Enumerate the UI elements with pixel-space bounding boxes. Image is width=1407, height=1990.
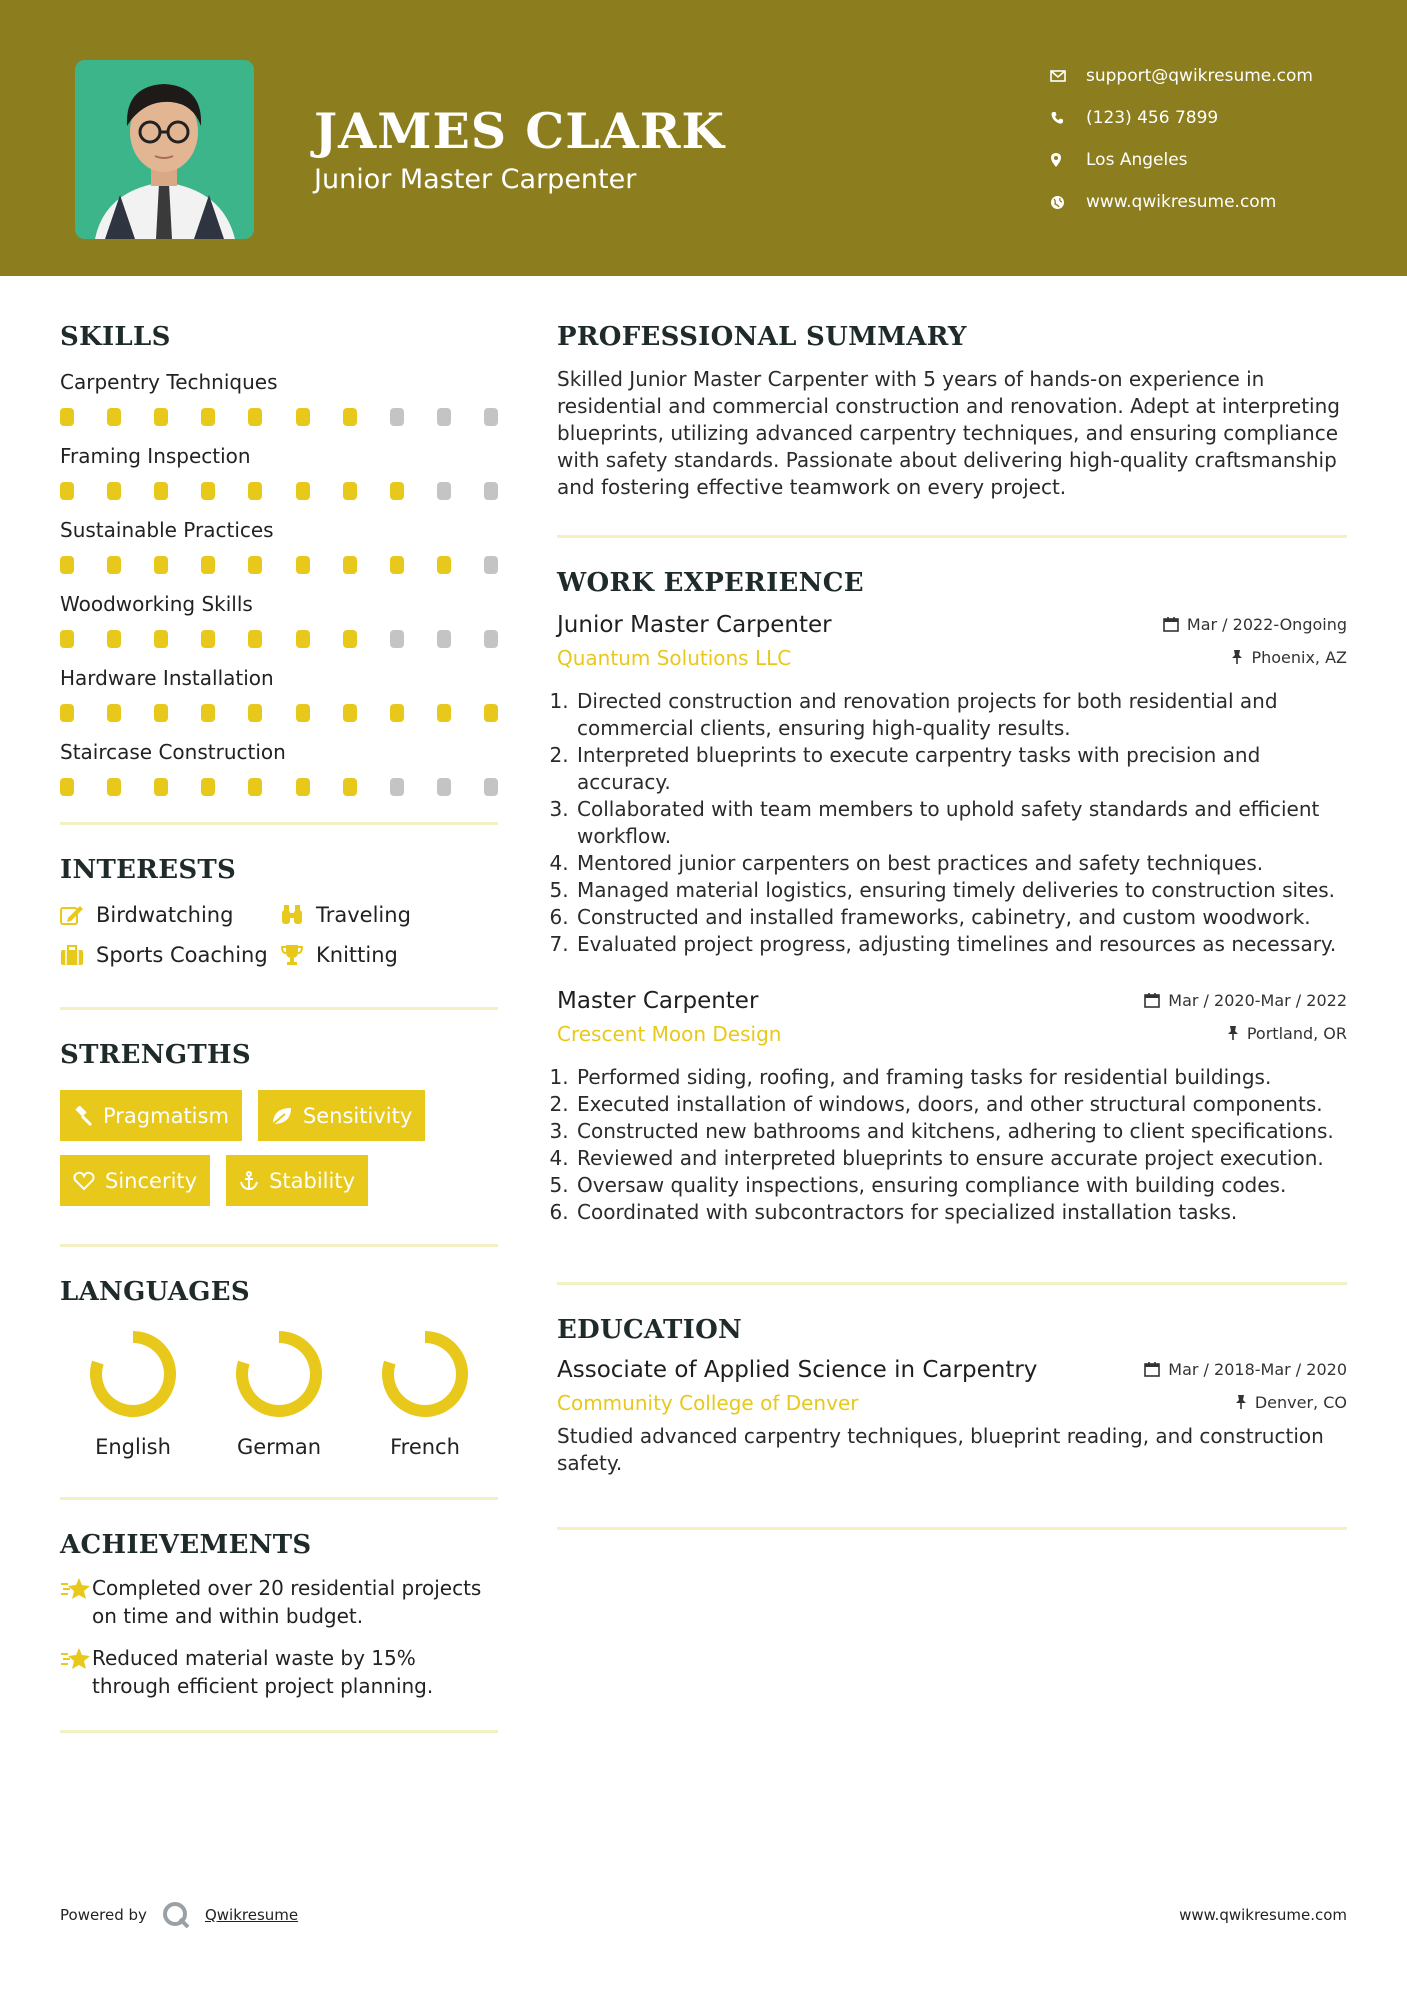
rating-dot-filled — [248, 482, 262, 500]
skill-name: Hardware Installation — [60, 666, 274, 690]
divider — [60, 1730, 498, 1733]
rating-dot-filled — [248, 778, 262, 796]
rating-dot-empty — [484, 408, 498, 426]
contact-email[interactable]: support@qwikresume.com — [1050, 55, 1313, 97]
skills-list — [60, 368, 498, 812]
rating-dot-filled — [107, 482, 121, 500]
rating-dot-filled — [296, 556, 310, 574]
list-item: 3. Constructed new bathrooms and kitchens, adhering to client specifications. — [575, 1118, 1347, 1145]
rating-dot-filled — [60, 482, 74, 500]
list-item: 6. Coordinated with subcontractors for specialized installation tasks. — [575, 1199, 1347, 1226]
strengths-list — [60, 1090, 480, 1206]
rating-dot-empty — [437, 630, 451, 648]
footer-powered-by: Powered by Qwikresume — [60, 1900, 298, 1930]
interests-heading: INTERESTS — [60, 855, 237, 885]
pushpin-icon — [1231, 649, 1243, 665]
language-proficiency-ring — [380, 1329, 470, 1419]
rating-dot-empty — [390, 778, 404, 796]
rating-dot-filled — [201, 408, 215, 426]
rating-dot-filled — [201, 630, 215, 648]
left-column — [60, 322, 498, 1733]
rating-dot-filled — [60, 704, 74, 722]
summary-text: Skilled Junior Master Carpenter with 5 years of hands-on experience in residential and commercial construction and renovation. Adept at interpreting blueprints, utilizing advanced carpentry techniques, and ensuring compliance with safety standards. Passionate about delivering high-quality craftsmanship and fostering effective teamwork on every project. — [557, 367, 1340, 499]
contact-location: Los Angeles — [1050, 139, 1313, 181]
degree-title: Associate of Applied Science in Carpentry — [557, 1357, 1038, 1383]
achievement-text: Reduced material waste by 15% through efficient project planning. — [92, 1646, 434, 1698]
anchor-icon — [239, 1171, 259, 1191]
language-item — [60, 1329, 206, 1459]
rating-dot-empty — [390, 408, 404, 426]
header-banner — [0, 0, 1407, 276]
contact-website[interactable]: www.qwikresume.com — [1050, 181, 1313, 223]
rating-dot-empty — [484, 482, 498, 500]
rating-dot-filled — [201, 482, 215, 500]
education-location: Denver, CO — [1235, 1393, 1347, 1412]
languages-list — [60, 1329, 498, 1459]
globe-icon — [1050, 195, 1086, 210]
rating-dot-filled — [60, 556, 74, 574]
skill-name: Carpentry Techniques — [60, 370, 278, 394]
rating-dot-filled — [437, 704, 451, 722]
binoculars-icon — [280, 904, 316, 926]
phone-icon — [1050, 111, 1086, 125]
rating-dot-filled — [343, 630, 357, 648]
heart-icon — [73, 1171, 95, 1191]
achievement-item — [60, 1644, 498, 1700]
interest-item: Knitting — [280, 943, 480, 967]
rating-dot-filled — [248, 630, 262, 648]
interest-item: Sports Coaching — [60, 943, 280, 967]
strength-tag: Pragmatism — [60, 1090, 242, 1141]
divider — [60, 1497, 498, 1500]
job-responsibilities — [557, 688, 1347, 958]
rating-dot-filled — [343, 556, 357, 574]
rating-dot-filled — [248, 556, 262, 574]
job-title: Junior Master Carpenter — [557, 612, 832, 638]
strength-tag: Sensitivity — [258, 1090, 425, 1141]
rating-dot-filled — [201, 556, 215, 574]
list-item: 3. Collaborated with team members to uphold safety standards and efficient workflow. — [575, 796, 1347, 850]
rating-dot-filled — [343, 482, 357, 500]
map-pin-icon — [1050, 152, 1086, 168]
rating-dot-empty — [437, 482, 451, 500]
languages-heading: LANGUAGES — [60, 1277, 250, 1307]
envelope-icon — [1050, 70, 1086, 82]
skill-name: Staircase Construction — [60, 740, 286, 764]
rating-dot-empty — [437, 778, 451, 796]
skill-rating — [60, 766, 498, 812]
contact-block — [1050, 55, 1313, 223]
list-item: 5. Oversaw quality inspections, ensuring compliance with building codes. — [575, 1172, 1347, 1199]
strength-tag: Sincerity — [60, 1155, 210, 1206]
achievement-item — [60, 1574, 498, 1630]
rating-dot-filled — [60, 408, 74, 426]
list-item: 2. Interpreted blueprints to execute carpentry tasks with precision and accuracy. — [575, 742, 1347, 796]
skill-item — [60, 442, 498, 516]
rating-dot-filled — [296, 482, 310, 500]
qwikresume-logo-icon — [161, 1900, 191, 1930]
skill-item — [60, 664, 498, 738]
skill-item — [60, 516, 498, 590]
language-label: English — [95, 1435, 171, 1459]
achievements-heading: ACHIEVEMENTS — [60, 1530, 312, 1560]
summary-heading: PROFESSIONAL SUMMARY — [557, 322, 967, 352]
calendar-icon — [1144, 992, 1160, 1008]
rating-dot-filled — [296, 778, 310, 796]
education-entry — [557, 1357, 1347, 1477]
language-item — [206, 1329, 352, 1459]
rating-dot-filled — [201, 704, 215, 722]
rating-dot-filled — [60, 778, 74, 796]
rating-dot-filled — [390, 704, 404, 722]
rating-dot-empty — [390, 630, 404, 648]
shooting-star-icon — [60, 1574, 92, 1630]
rating-dot-empty — [484, 778, 498, 796]
rating-dot-filled — [390, 556, 404, 574]
school-name: Community College of Denver — [557, 1391, 859, 1415]
company-name: Crescent Moon Design — [557, 1022, 782, 1046]
rating-dot-filled — [107, 704, 121, 722]
education-description: Studied advanced carpentry techniques, blueprint reading, and construction safety. — [557, 1424, 1324, 1475]
skill-name: Sustainable Practices — [60, 518, 274, 542]
language-proficiency-ring — [234, 1329, 324, 1419]
contact-phone[interactable]: (123) 456 7899 — [1050, 97, 1313, 139]
shooting-star-icon — [60, 1644, 92, 1700]
candidate-name: JAMES CLARK — [314, 102, 726, 160]
job-dates: Mar / 2022-Ongoing — [1163, 615, 1347, 634]
trophy-icon — [280, 944, 316, 966]
company-name: Quantum Solutions LLC — [557, 646, 792, 670]
rating-dot-filled — [248, 408, 262, 426]
education-heading: EDUCATION — [557, 1315, 743, 1345]
rating-dot-filled — [296, 630, 310, 648]
rating-dot-filled — [248, 704, 262, 722]
rating-dot-empty — [437, 408, 451, 426]
education-dates: Mar / 2018-Mar / 2020 — [1144, 1360, 1347, 1379]
list-item: 4. Reviewed and interpreted blueprints to ensure accurate project execution. — [575, 1145, 1347, 1172]
list-item: 1. Performed siding, roofing, and framing tasks for residential buildings. — [575, 1064, 1347, 1091]
rating-dot-filled — [107, 630, 121, 648]
qwikresume-link[interactable]: Qwikresume — [204, 1906, 299, 1924]
rating-dot-filled — [154, 408, 168, 426]
briefcase-icon — [60, 944, 96, 966]
language-label: French — [390, 1435, 460, 1459]
pencil-icon — [60, 904, 96, 926]
job-title: Master Carpenter — [557, 988, 759, 1014]
skill-rating — [60, 618, 498, 664]
pushpin-icon — [1227, 1025, 1239, 1041]
rating-dot-filled — [107, 408, 121, 426]
job-location: Portland, OR — [1227, 1024, 1347, 1043]
divider — [60, 1244, 498, 1247]
list-item: 5. Managed material logistics, ensuring timely deliveries to construction sites. — [575, 877, 1347, 904]
profile-photo — [75, 60, 254, 239]
rating-dot-filled — [390, 482, 404, 500]
strengths-heading: STRENGTHS — [60, 1040, 251, 1070]
rating-dot-filled — [154, 630, 168, 648]
rating-dot-filled — [343, 778, 357, 796]
rating-dot-filled — [154, 704, 168, 722]
skill-item — [60, 738, 498, 812]
divider — [557, 1282, 1347, 1285]
divider — [557, 1527, 1347, 1530]
candidate-title: Junior Master Carpenter — [314, 164, 637, 195]
skill-rating — [60, 470, 498, 516]
skills-heading: SKILLS — [60, 322, 171, 352]
skill-name: Framing Inspection — [60, 444, 251, 468]
list-item: 1. Directed construction and renovation projects for both residential and commercial clients, ensuring high-quality results. — [575, 688, 1347, 742]
skill-rating — [60, 396, 498, 442]
rating-dot-filled — [296, 408, 310, 426]
right-column — [557, 322, 1347, 1530]
rating-dot-filled — [343, 408, 357, 426]
divider — [60, 1007, 498, 1010]
rating-dot-filled — [201, 778, 215, 796]
rating-dot-filled — [107, 556, 121, 574]
gavel-icon — [73, 1106, 93, 1126]
rating-dot-empty — [484, 630, 498, 648]
rating-dot-filled — [484, 704, 498, 722]
interest-item: Birdwatching — [60, 903, 280, 927]
pushpin-icon — [1235, 1394, 1247, 1410]
language-item — [352, 1329, 498, 1459]
rating-dot-empty — [484, 556, 498, 574]
job-entry — [557, 612, 1347, 958]
skill-item — [60, 590, 498, 664]
calendar-icon — [1163, 616, 1179, 632]
list-item: 6. Constructed and installed frameworks, cabinetry, and custom woodwork. — [575, 904, 1347, 931]
job-location: Phoenix, AZ — [1231, 648, 1347, 667]
language-label: German — [236, 1435, 322, 1459]
interest-item: Traveling — [280, 903, 480, 927]
leaf-icon — [271, 1106, 293, 1126]
job-responsibilities — [557, 1064, 1347, 1226]
divider — [60, 822, 498, 825]
rating-dot-filled — [296, 704, 310, 722]
divider — [557, 535, 1347, 538]
rating-dot-filled — [437, 556, 451, 574]
calendar-icon — [1144, 1361, 1160, 1377]
person-portrait-icon — [75, 60, 254, 239]
rating-dot-filled — [154, 556, 168, 574]
experience-heading: WORK EXPERIENCE — [557, 568, 864, 598]
footer-website[interactable]: www.qwikresume.com — [1179, 1906, 1347, 1924]
list-item: 7. Evaluated project progress, adjusting timelines and resources as necessary. — [575, 931, 1347, 958]
achievement-text: Completed over 20 residential projects on time and within budget. — [92, 1576, 482, 1628]
interests-list — [60, 903, 498, 967]
rating-dot-filled — [107, 778, 121, 796]
achievements-list — [60, 1574, 498, 1700]
strength-tag: Stability — [226, 1155, 368, 1206]
list-item: 2. Executed installation of windows, doors, and other structural components. — [575, 1091, 1347, 1118]
rating-dot-filled — [154, 778, 168, 796]
skill-name: Woodworking Skills — [60, 592, 253, 616]
skill-rating — [60, 692, 498, 738]
list-item: 4. Mentored junior carpenters on best practices and safety techniques. — [575, 850, 1347, 877]
job-dates: Mar / 2020-Mar / 2022 — [1144, 991, 1347, 1010]
job-entry — [557, 988, 1347, 1226]
skill-item — [60, 368, 498, 442]
language-proficiency-ring — [88, 1329, 178, 1419]
rating-dot-filled — [343, 704, 357, 722]
rating-dot-filled — [60, 630, 74, 648]
rating-dot-filled — [154, 482, 168, 500]
skill-rating — [60, 544, 498, 590]
